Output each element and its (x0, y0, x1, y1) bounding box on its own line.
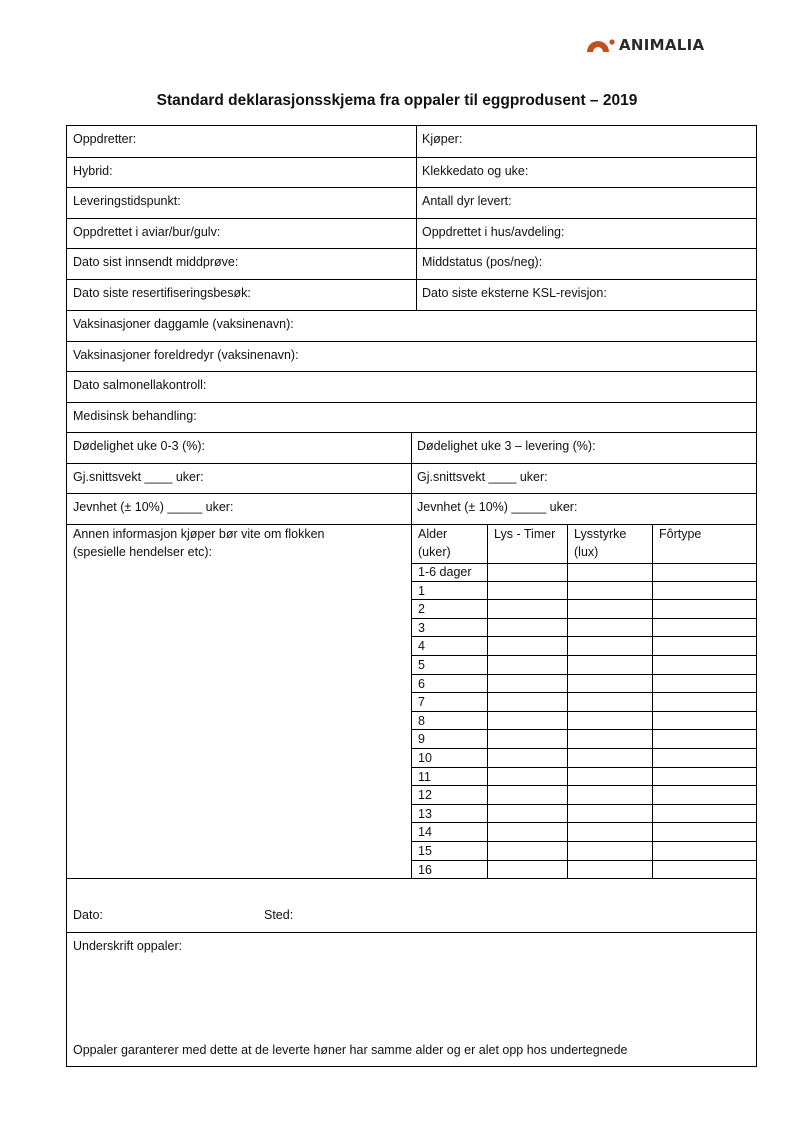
cell-fortype[interactable] (652, 786, 757, 805)
form-row (67, 248, 756, 280)
cell-lysstyrke[interactable] (567, 693, 652, 712)
cell-fortype[interactable] (652, 768, 757, 787)
field-dato-resertifisering[interactable]: Dato siste resertifiseringsbesøk: (73, 286, 251, 300)
field-kjoper[interactable]: Kjøper: (422, 132, 463, 146)
annen-info-line2: (spesielle hendelser etc): (73, 545, 212, 559)
cell-fortype[interactable] (652, 619, 757, 638)
light-table-row (411, 712, 756, 731)
cell-fortype[interactable] (652, 656, 757, 675)
cell-fortype[interactable] (652, 637, 757, 656)
row-age-label: 13 (418, 806, 432, 821)
cell-fortype[interactable] (652, 600, 757, 619)
light-table-row (411, 749, 756, 768)
light-table-row (411, 582, 756, 601)
cell-lys-timer[interactable] (487, 730, 567, 749)
light-table-row (411, 600, 756, 619)
form-row (67, 371, 756, 403)
brand-name: ANIMALIA (619, 36, 705, 54)
cell-fortype[interactable] (652, 693, 757, 712)
light-table-row (411, 730, 756, 749)
cell-fortype[interactable] (652, 675, 757, 694)
cell-fortype[interactable] (652, 582, 757, 601)
form-row (67, 126, 756, 157)
declaration-form (66, 125, 757, 1067)
row-age-label: 7 (418, 695, 425, 710)
cell-lys-timer[interactable] (487, 563, 567, 582)
cell-lys-timer[interactable] (487, 600, 567, 619)
animalia-logo-icon (585, 38, 615, 52)
header-lys-timer: Lys - Timer (494, 527, 556, 541)
cell-fortype[interactable] (652, 712, 757, 731)
field-dato-middprove[interactable]: Dato sist innsendt middprøve: (73, 255, 239, 269)
row-age-label: 11 (418, 769, 431, 784)
cell-lys-timer[interactable] (487, 749, 567, 768)
header-fortype: Fôrtype (659, 527, 702, 541)
cell-lysstyrke[interactable] (567, 823, 652, 842)
cell-lysstyrke[interactable] (567, 619, 652, 638)
cell-lysstyrke[interactable] (567, 842, 652, 861)
row-age-label: 15 (418, 844, 432, 858)
form-row (67, 878, 756, 933)
header-alder: Alder (418, 527, 448, 541)
row-age-label: 5 (418, 658, 425, 672)
row-age-label: 16 (418, 862, 432, 877)
header-lysstyrke: Lysstyrke (574, 527, 627, 541)
light-table (411, 525, 756, 879)
field-leveringstidspunkt[interactable]: Leveringstidspunkt: (73, 194, 181, 208)
guarantee-text: Oppaler garanterer med dette at de leverte høner har samme alder og er alet opp hos undertegnede (73, 1043, 628, 1057)
cell-lys-timer[interactable] (487, 675, 567, 694)
form-row (67, 310, 756, 342)
row-age-label: 1 (418, 583, 425, 598)
field-dato[interactable]: Dato: (73, 908, 103, 922)
light-table-row (411, 768, 756, 787)
field-snittsvekt-left[interactable]: Gj.snittsvekt ____ uker: (73, 470, 204, 484)
light-table-row (411, 786, 756, 805)
cell-lys-timer[interactable] (487, 786, 567, 805)
cell-lysstyrke[interactable] (567, 861, 652, 880)
cell-lys-timer[interactable] (487, 656, 567, 675)
cell-lys-timer[interactable] (487, 637, 567, 656)
field-dodelighet-3-levering[interactable]: Dødelighet uke 3 – levering (%): (417, 439, 596, 453)
form-row (67, 279, 756, 311)
cell-lys-timer[interactable] (487, 861, 567, 880)
cell-lysstyrke[interactable] (567, 730, 652, 749)
field-dato-salmonella[interactable]: Dato salmonellakontroll: (73, 378, 207, 392)
field-oppdrettet-hus[interactable]: Oppdrettet i hus/avdeling: (422, 225, 565, 239)
field-klekkedato[interactable]: Klekkedato og uke: (422, 164, 529, 178)
cell-lysstyrke[interactable] (567, 600, 652, 619)
field-medisinsk[interactable]: Medisinsk behandling: (73, 409, 197, 423)
field-snittsvekt-right[interactable]: Gj.snittsvekt ____ uker: (417, 470, 548, 484)
row-age-label: 3 (418, 620, 425, 635)
row-age-label: 10 (418, 751, 432, 765)
cell-fortype[interactable] (652, 749, 757, 768)
cell-lysstyrke[interactable] (567, 675, 652, 694)
light-table-row (411, 842, 756, 861)
form-title: Standard deklarasjonsskjema fra oppaler til eggprodusent – 2019 (156, 92, 638, 109)
row-age-label: 2 (418, 602, 425, 617)
cell-lysstyrke[interactable] (567, 768, 652, 787)
annen-info-line1: Annen informasjon kjøper bør vite om flokken (73, 527, 325, 541)
field-hybrid[interactable]: Hybrid: (73, 164, 113, 178)
row-age-label: 9 (418, 732, 425, 747)
cell-lys-timer[interactable] (487, 805, 567, 824)
form-row (67, 157, 756, 188)
light-table-row (411, 861, 756, 880)
cell-lysstyrke[interactable] (567, 749, 652, 768)
row-age-label: 4 (418, 639, 425, 654)
row-age-label: 14 (418, 825, 432, 840)
cell-lysstyrke[interactable] (567, 656, 652, 675)
row-age-label: 6 (418, 676, 425, 691)
row-age-label: 12 (418, 788, 432, 803)
form-row (67, 187, 756, 219)
light-table-row (411, 619, 756, 638)
cell-fortype[interactable] (652, 805, 757, 824)
cell-lys-timer[interactable] (487, 693, 567, 712)
animalia-logo (585, 36, 704, 54)
field-dato-ksl[interactable]: Dato siste eksterne KSL-revisjon: (422, 286, 607, 300)
cell-lys-timer[interactable] (487, 842, 567, 861)
field-underskrift[interactable]: Underskrift oppaler: (73, 939, 183, 953)
form-row (67, 493, 756, 525)
form-row (67, 432, 756, 464)
cell-lysstyrke[interactable] (567, 563, 652, 582)
field-oppdretter[interactable]: Oppdretter: (73, 132, 137, 146)
form-row (67, 341, 756, 372)
cell-lysstyrke[interactable] (567, 805, 652, 824)
form-row (67, 402, 756, 433)
field-antall-dyr[interactable]: Antall dyr levert: (422, 194, 512, 208)
cell-lysstyrke[interactable] (567, 582, 652, 601)
row-age-label: 8 (418, 713, 425, 728)
signature-section (67, 932, 756, 1068)
light-table-row (411, 693, 756, 712)
cell-fortype[interactable] (652, 861, 757, 880)
cell-lysstyrke[interactable] (567, 637, 652, 656)
row-age-label: 1-6 dager (418, 565, 472, 579)
cell-fortype[interactable] (652, 823, 757, 842)
annen-info-field[interactable] (67, 563, 411, 879)
field-dodelighet-0-3[interactable]: Dødelighet uke 0-3 (%): (73, 439, 206, 453)
cell-lysstyrke[interactable] (567, 712, 652, 731)
cell-fortype[interactable] (652, 842, 757, 861)
form-row (67, 218, 756, 249)
field-vaksinasjoner-daggamle[interactable]: Vaksinasjoner daggamle (vaksinenavn): (73, 317, 294, 331)
light-table-row (411, 563, 756, 582)
field-middstatus[interactable]: Middstatus (pos/neg): (422, 255, 543, 269)
field-vaksinasjoner-foreldredyr[interactable]: Vaksinasjoner foreldredyr (vaksinenavn): (73, 348, 299, 362)
cell-fortype[interactable] (652, 563, 757, 582)
light-table-row (411, 637, 756, 656)
field-oppdrettet-aviar[interactable]: Oppdrettet i aviar/bur/gulv: (73, 225, 221, 239)
form-row (67, 463, 756, 494)
cell-lysstyrke[interactable] (567, 786, 652, 805)
cell-lys-timer[interactable] (487, 619, 567, 638)
cell-lys-timer[interactable] (487, 768, 567, 787)
light-table-row (411, 656, 756, 675)
header-alder-unit: (uker) (418, 545, 451, 559)
light-table-row (411, 675, 756, 694)
info-and-light-table (67, 524, 756, 879)
field-sted[interactable]: Sted: (264, 908, 294, 922)
cell-lys-timer[interactable] (487, 582, 567, 601)
field-jevnhet-left[interactable]: Jevnhet (± 10%) _____ uker: (73, 500, 234, 514)
cell-lys-timer[interactable] (487, 823, 567, 842)
field-jevnhet-right[interactable]: Jevnhet (± 10%) _____ uker: (417, 500, 578, 514)
light-table-row (411, 823, 756, 842)
light-table-row (411, 805, 756, 824)
header-lysstyrke-unit: (lux) (574, 545, 599, 559)
cell-fortype[interactable] (652, 730, 757, 749)
cell-lys-timer[interactable] (487, 712, 567, 731)
